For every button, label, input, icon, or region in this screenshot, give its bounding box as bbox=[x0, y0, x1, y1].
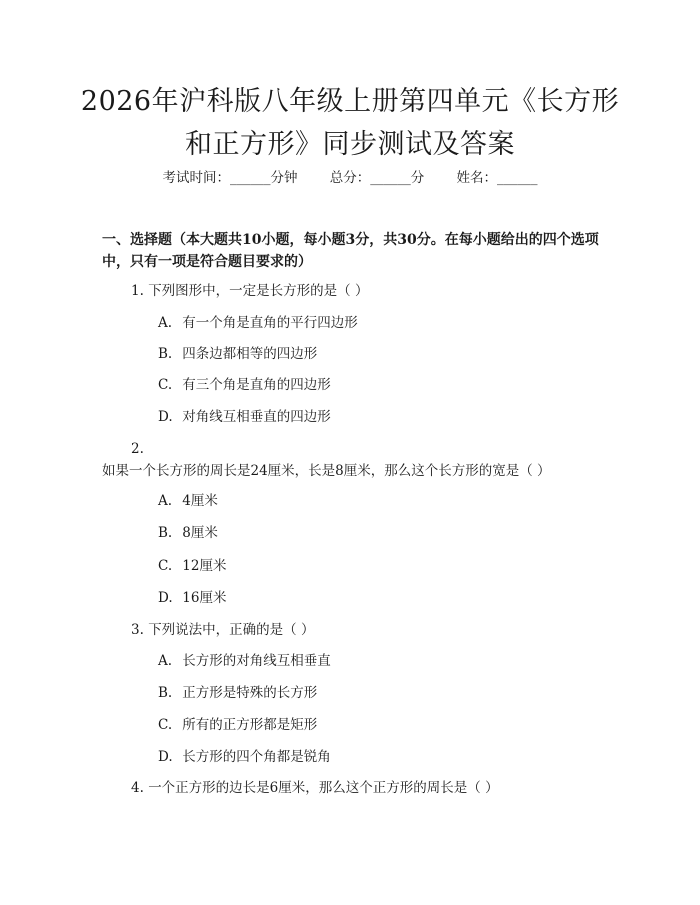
option-text: 4厘米 bbox=[182, 493, 218, 509]
option-3d bbox=[158, 747, 588, 767]
option-letter: B. bbox=[158, 525, 173, 541]
option-3c bbox=[158, 715, 588, 735]
option-letter: B. bbox=[158, 346, 173, 362]
option-3a bbox=[158, 651, 588, 671]
option-letter: C. bbox=[158, 717, 173, 733]
question-1 bbox=[102, 280, 592, 302]
question-3 bbox=[102, 619, 592, 641]
question-2 bbox=[102, 438, 592, 482]
option-2b bbox=[158, 523, 588, 543]
option-text: 长方形的对角线互相垂直 bbox=[182, 653, 331, 669]
question-text: 如果一个长方形的周长是24厘米，长是8厘米，那么这个长方形的宽是（ ） bbox=[102, 463, 551, 479]
question-number: 2. bbox=[131, 441, 144, 457]
option-letter: A. bbox=[158, 653, 173, 669]
exam-meta bbox=[0, 168, 700, 188]
question-text: 下列图形中，一定是长方形的是（ ） bbox=[148, 283, 369, 299]
title-line-2: 和正方形》同步测试及答案 bbox=[185, 129, 515, 160]
question-number: 1. bbox=[131, 283, 144, 299]
option-3b bbox=[158, 683, 588, 703]
student-name: 姓名：______ bbox=[456, 170, 538, 186]
option-letter: D. bbox=[158, 409, 173, 425]
page-title bbox=[60, 80, 640, 166]
option-text: 16厘米 bbox=[182, 590, 227, 606]
option-letter: B. bbox=[158, 685, 173, 701]
exam-time: 考试时间：______分钟 bbox=[162, 170, 298, 186]
option-1d bbox=[158, 407, 588, 427]
option-text: 正方形是特殊的长方形 bbox=[182, 685, 318, 701]
option-letter: C. bbox=[158, 558, 173, 574]
option-1b bbox=[158, 344, 588, 364]
title-line-1: 2026年沪科版八年级上册第四单元《长方形 bbox=[80, 86, 620, 117]
option-text: 所有的正方形都是矩形 bbox=[182, 717, 318, 733]
option-1a bbox=[158, 313, 588, 333]
question-4 bbox=[102, 777, 592, 799]
question-text: 下列说法中，正确的是（ ） bbox=[148, 622, 315, 638]
option-text: 四条边都相等的四边形 bbox=[182, 346, 318, 362]
option-text: 有三个角是直角的四边形 bbox=[182, 377, 331, 393]
question-number: 3. bbox=[131, 622, 144, 638]
question-text: 一个正方形的边长是6厘米，那么这个正方形的周长是（ ） bbox=[148, 780, 499, 796]
option-text: 12厘米 bbox=[182, 558, 227, 574]
section-heading: 一、选择题（本大题共10小题，每小题3分，共30分。在每小题给出的四个选项中，只有一项是符合题目要求的） bbox=[102, 232, 599, 270]
option-letter: A. bbox=[158, 315, 173, 331]
option-1c bbox=[158, 375, 588, 395]
total-score: 总分：______分 bbox=[329, 170, 425, 186]
option-text: 长方形的四个角都是锐角 bbox=[182, 749, 331, 765]
option-text: 8厘米 bbox=[182, 525, 218, 541]
option-letter: C. bbox=[158, 377, 173, 393]
option-2a bbox=[158, 491, 588, 511]
question-number: 4. bbox=[131, 780, 144, 796]
option-2d bbox=[158, 588, 588, 608]
option-2c bbox=[158, 556, 588, 576]
option-text: 有一个角是直角的平行四边形 bbox=[182, 315, 358, 331]
option-letter: D. bbox=[158, 590, 173, 606]
option-text: 对角线互相垂直的四边形 bbox=[182, 409, 331, 425]
option-letter: D. bbox=[158, 749, 173, 765]
option-letter: A. bbox=[158, 493, 173, 509]
